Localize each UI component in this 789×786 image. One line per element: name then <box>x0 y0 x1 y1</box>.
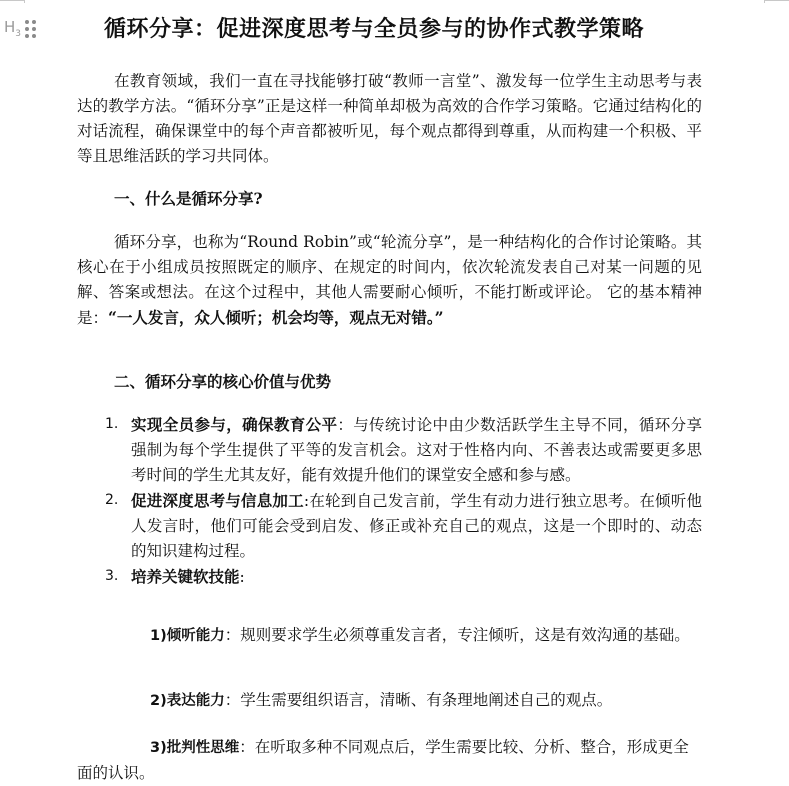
list-item-text: 与传统讨论中由少数活跃学生主导不同，循环分享强制为每个学生提供了平等的发言机会。这对于性格内向、不善表达或需要更多思考时间的学生尤其友好，能有效提升他们的课堂安全感和参与感。 <box>131 416 702 484</box>
list-item[interactable]: 2. 促进深度思考与信息加工:在轮到自己发言前，学生有动力进行独立思考。在倾听他人发言时，他们可能会受到启发、修正或补充自己的观点，这是一个即时的、动态的知识建构过程。 <box>77 488 702 564</box>
page-corner-mark-left <box>0 0 25 3</box>
list-item-title: 实现全员参与，确保教育公平 <box>131 415 338 434</box>
skill-text: 规则要求学生必须尊重发言者，专注倾听，这是有效沟通的基础。 <box>240 626 690 644</box>
list-number: 1. <box>105 416 119 432</box>
skill-label: 2)表达能力 <box>150 693 225 709</box>
skill-text: 在听取多种不同观点后，学生需要比较、分析、整合，形成更全面的认识。 <box>77 738 689 782</box>
list-item-text: 在轮到自己发言前，学生有动力进行独立思考。在倾听他人发言时，他们可能会受到启发、修正或补充自己的观点，这是一个即时的、动态的知识建构过程。 <box>131 492 702 560</box>
core-spirit-quote: “一人发言，众人倾听；机会均等，观点无对错。” <box>108 308 444 327</box>
skill-label: 1)倾听能力 <box>150 628 225 644</box>
section-heading-2[interactable]: 二、循环分享的核心价值与优势 <box>114 372 332 391</box>
section-heading-1[interactable]: 一、什么是循环分享? <box>114 189 263 208</box>
block-toolbar[interactable] <box>4 18 36 39</box>
list-item[interactable]: 3. 培养关键软技能: <box>77 564 702 590</box>
page-corner-mark-right <box>764 0 789 3</box>
skill-label: 3)批判性思维 <box>150 740 240 756</box>
list-number: 2. <box>105 492 119 508</box>
skill-paragraph-expression[interactable]: 2)表达能力：学生需要组织语言，清晰、有条理地阐述自己的观点。 <box>150 691 613 709</box>
intro-paragraph[interactable]: 在教育领域，我们一直在寻找能够打破“教师一言堂”、激发每一位学生主动思考与表达的教学方法。“循环分享”正是这样一种简单却极为高效的合作学习策略。它通过结构化的对话流程，确保课堂中的每个声音都被听见，每个观点都得到尊重，从而构建一个积极、平等且思维活跃的学习共同体。 <box>77 72 702 165</box>
section1-paragraph[interactable] <box>77 230 702 331</box>
document-title[interactable]: 循环分享：促进深度思考与全员参与的协作式教学策略 <box>104 16 645 42</box>
skill-text: 学生需要组织语言，清晰、有条理地阐述自己的观点。 <box>240 691 613 709</box>
list-item[interactable]: 1. 实现全员参与，确保教育公平：与传统讨论中由少数活跃学生主导不同，循环分享强制为每个学生提供了平等的发言机会。这对于性格内向、不善表达或需要更多思考时间的学生尤其友好，能有效提升他们的课堂安全感和参与感。 <box>77 412 702 488</box>
heading-type-icon[interactable]: $H_3$ <box>4 18 22 39</box>
skill-paragraph-listening[interactable]: 1)倾听能力：规则要求学生必须尊重发言者，专注倾听，这是有效沟通的基础。 <box>150 626 690 644</box>
drag-handle-icon[interactable] <box>25 20 36 38</box>
advantages-list <box>77 412 702 590</box>
skill-paragraph-critical-thinking[interactable]: 3)批判性思维：在听取多种不同观点后，学生需要比较、分析、整合，形成更全面的认识。 <box>77 738 689 782</box>
section1-body: 循环分享，也称为“Round Robin”或“轮流分享”，是一种结构化的合作讨论策略。其核心在于小组成员按照既定的顺序、在规定的时间内，依次轮流发表自己对某一问题的见解、答案或想法。在这个过程中，其他人需要耐心倾听，不能打断或评论。 它的基本精神是： <box>77 233 702 327</box>
list-item-title: 促进深度思考与信息加工 <box>131 491 304 510</box>
list-number: 3. <box>105 568 119 584</box>
list-item-title: 培养关键软技能 <box>131 567 240 586</box>
